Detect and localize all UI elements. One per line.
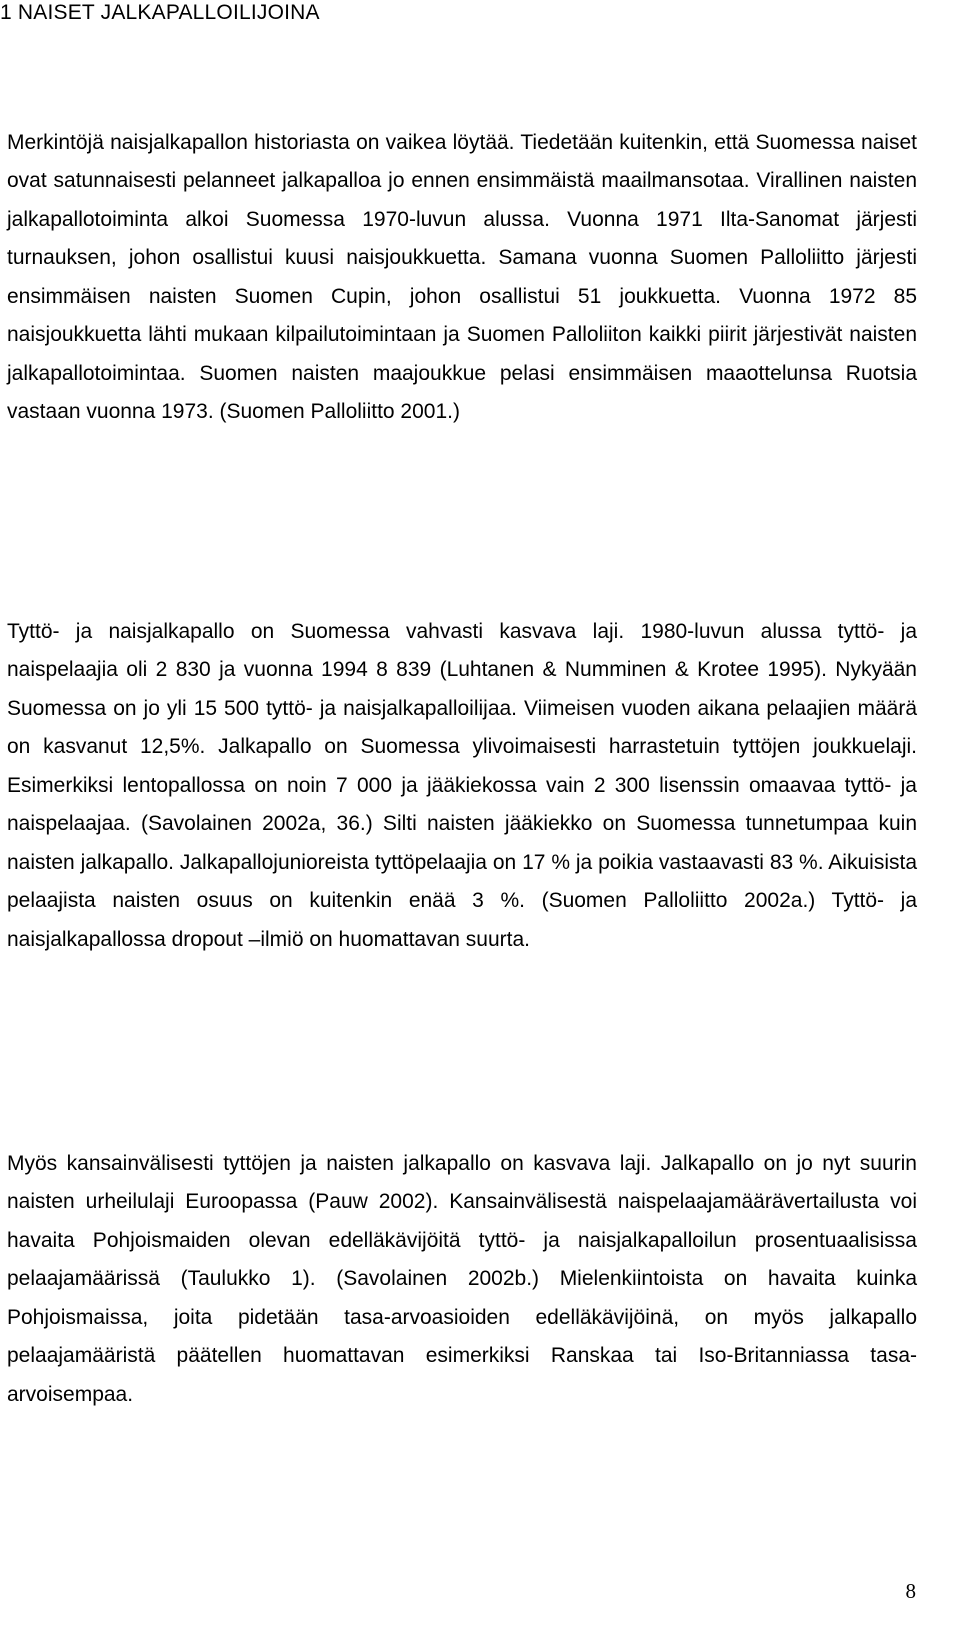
paragraph-international: Myös kansainvälisesti tyttöjen ja naisten jalkapallo on kasvava laji. Jalkapallo on jo nyt suurin naisten urheilulaji Euroopassa (Pauw 2002). Kansainvälisestä naispelaajamäärävertailusta voi havaita Pohjoismaiden olevan edelläkävijöitä tyttö- ja naisjalkapalloilun prosentuaalisissa pelaajamäärissä (Taulukko 1). (Savolainen 2002b.) Mielenkiintoista on havaita kuinka Pohjoismaissa, joita pidetään tasa-arvoasioiden edelläkävijöinä, on myös jalkapallo pelaajamääristä päätellen huomattavan esimerkiksi Ranskaa tai Iso-Britanniassa tasa-arvoisempaa. bbox=[7, 1152, 917, 1406]
paragraph-history: Merkintöjä naisjalkapallon historiasta on vaikea löytää. Tiedetään kuitenkin, että Suomessa naiset ovat satunnaisesti pelanneet jalkapalloa jo ennen ensimmäistä maailmansotaa. Virallinen naisten jalkapallotoiminta alkoi Suomessa 1970-luvun alussa. Vuonna 1971 Ilta-Sanomat järjesti turnauksen, johon osallistui kuusi naisjoukkuetta. Samana vuonna Suomen Palloliitto järjesti ensimmäisen naisten Suomen Cupin, johon osallistui 51 joukkuetta. Vuonna 1972 85 naisjoukkuetta lähti mukaan kilpailutoimintaan ja Suomen Palloliiton kaikki piirit järjestivät naisten jalkapallotoimintaa. Suomen naisten maajoukkue pelasi ensimmäisen maaottelunsa Ruotsia vastaan vuonna 1973. (Suomen Palloliitto 2001.) bbox=[7, 131, 917, 424]
page-number: 8 bbox=[905, 1579, 916, 1603]
chapter-heading: 1 NAISET JALKAPALLOILIJOINA bbox=[0, 1, 320, 24]
paragraph-finland-growth: Tyttö- ja naisjalkapallo on Suomessa vahvasti kasvava laji. 1980-luvun alussa tyttö- ja naispelaajia oli 2 830 ja vuonna 1994 8 839 (Luhtanen & Numminen & Krotee 1995). Nykyään Suomessa on jo yli 15 500 tyttö- ja naisjalkapalloilijaa. Viimeisen vuoden aikana pelaajien määrä on kasvanut 12,5%. Jalkapallo on Suomessa ylivoimaisesti harrastetuin tyttöjen joukkuelaji. Esimerkiksi lentopallossa on noin 7 000 ja jääkiekossa vain 2 300 lisenssin omaavaa tyttö- ja naispelaajaa. (Savolainen 2002a, 36.) Silti naisten jääkiekko on Suomessa tunnetumpaa kuin naisten jalkapallo. Jalkapallojunioreista tyttöpelaajia on 17 % ja poikia vastaavasti 83 %. Aikuisista pelaajista naisten osuus on kuitenkin enää 3 %. (Suomen Palloliitto 2002a.) Tyttö- ja naisjalkapallossa dropout –ilmiö on huomattavan suurta. bbox=[7, 620, 917, 951]
